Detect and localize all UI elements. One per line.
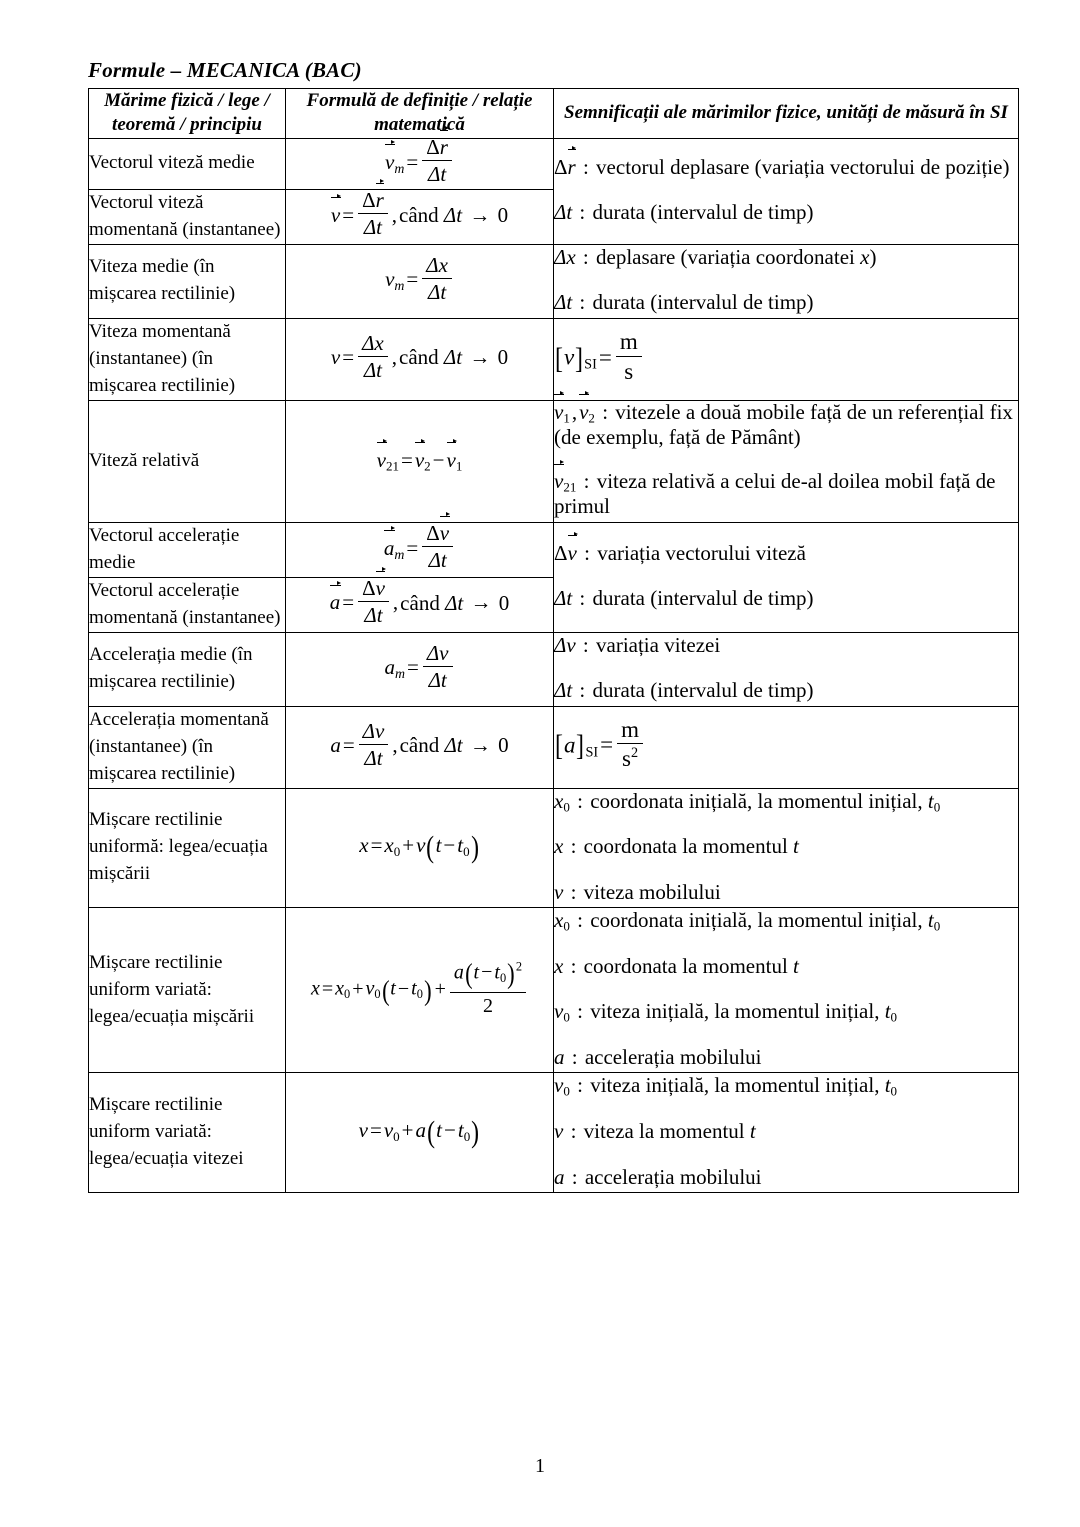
cell-quantity: Mișcare rectilinie uniform variată: legea/ecuația mișcării — [89, 908, 286, 1073]
formula-mruv-viteza: $v=v_0+a(t-t_0)$ — [358, 1115, 480, 1150]
cell-meaning — [554, 1073, 1019, 1193]
formula-viteza-medie: $v_m=$ $\frac{\Delta x}{\Delta t}$ — [385, 256, 454, 306]
cell-quantity: Accelerația medie (în mișcarea rectilinie) — [89, 632, 286, 706]
cell-meaning — [554, 522, 1019, 632]
formula-viteza-relativa: $v_{21}=v_2-v_1$ — [376, 447, 463, 474]
meaning-x0: $x_0$ : coordonata inițială, la momentul inițial, $t_0$ — [554, 908, 941, 934]
cell-quantity: Vectorul accelerație medie — [89, 522, 286, 577]
meaning-unit-viteza: $[v]_{SI}=$ $\frac{m}{s}$ — [554, 332, 644, 387]
formula-mruv-spatiu: $x = x_0 + v_0(t - t_0)$ + $\frac{a(t - t_0)^2}{2}$ — [311, 961, 528, 1019]
meaning-delta-t: Δt : durata (intervalul de timp) — [554, 290, 814, 315]
cell-formula — [286, 244, 554, 318]
meaning-delta-t: Δt : durata (intervalul de timp) — [554, 586, 814, 611]
cell-quantity: Viteza medie (în mișcarea rectilinie) — [89, 244, 286, 318]
cell-formula — [286, 189, 554, 244]
cell-formula — [286, 522, 554, 577]
cell-quantity: Vectorul viteză medie — [89, 138, 286, 189]
cell-formula — [286, 908, 554, 1073]
cell-quantity: Viteza momentană (instantanee) (în mișcarea rectilinie) — [89, 318, 286, 400]
cell-formula — [286, 632, 554, 706]
meaning-delta-r: Δr : vectorul deplasare (variația vectorului de poziție) — [554, 154, 1010, 179]
cell-meaning — [554, 138, 1019, 244]
meaning-a: a : accelerația mobilului — [554, 1164, 762, 1189]
table-row — [89, 632, 1019, 706]
cell-meaning — [554, 400, 1019, 522]
cell-meaning — [554, 318, 1019, 400]
table-row — [89, 1073, 1019, 1193]
table-row — [89, 318, 1019, 400]
formula-acceleratia-instant: a= $\frac{\Delta v}{\Delta t}$ ,când Δt → 0 — [330, 718, 509, 770]
formula-a-mediu: $a_m=$ $\frac{\Delta v}{\Delta t}$ — [384, 525, 455, 575]
formula-acceleratia-medie: $a_m=$ $\frac{\Delta v}{\Delta t}$ — [384, 644, 454, 694]
table-row — [89, 908, 1019, 1073]
cell-formula — [286, 577, 554, 632]
table-row — [89, 138, 1019, 189]
formula-a-instant: a= $\frac{\Delta v}{\Delta t}$ ,când Δt → 0 — [329, 576, 510, 628]
table-header-row — [89, 89, 1019, 139]
formula-table — [88, 88, 1019, 1193]
meaning-v0: $v_0$ : viteza inițială, la momentul inițial, $t_0$ — [554, 1073, 898, 1100]
meaning-v21: $v_{21}$ : viteza relativă a celui de-al doilea mobil față de primul — [554, 469, 996, 519]
meaning-v: v : viteza mobilului — [554, 879, 721, 904]
table-row — [89, 400, 1019, 522]
formula-v-mediu: $v_m=$ $\frac{\Delta r}{\Delta t}$ — [385, 139, 454, 189]
meaning-delta-t: Δt : durata (intervalul de timp) — [554, 678, 814, 703]
page-number: 1 — [535, 1455, 545, 1477]
formula-viteza-instant: v= $\frac{\Delta x}{\Delta t}$ ,când Δt → 0 — [330, 330, 509, 382]
meaning-a: a : accelerația mobilului — [554, 1044, 762, 1069]
column-header-formula: Formulă de definiție / relație matematică — [286, 89, 554, 139]
cell-formula — [286, 1073, 554, 1193]
cell-formula — [286, 788, 554, 908]
meaning-delta-t: Δt : durata (intervalul de timp) — [554, 200, 814, 225]
cell-meaning — [554, 706, 1019, 788]
meaning-x0: $x_0$ : coordonata inițială, la momentul inițial, $t_0$ — [554, 788, 941, 815]
cell-meaning — [554, 788, 1019, 908]
meaning-delta-x: Δx : deplasare (variația coordonatei x) — [554, 244, 877, 269]
cell-meaning — [554, 244, 1019, 318]
table-row — [89, 706, 1019, 788]
meaning-unit-acceleratie: $[a]_{SI}=$ $\frac{m}{s^2}$ — [554, 720, 645, 775]
cell-quantity: Vectorul accelerație momentană (instantanee) — [89, 577, 286, 632]
column-header-quantity: Mărime fizică / lege / teoremă / principiu — [89, 89, 286, 139]
meaning-x: x : coordonata la momentul t — [554, 953, 799, 978]
meaning-x: x : coordonata la momentul t — [554, 834, 799, 859]
table-row — [89, 522, 1019, 577]
cell-quantity: Mișcare rectilinie uniform variată: legea/ecuația vitezei — [89, 1073, 286, 1193]
meaning-delta-v-vector: Δv : variația vectorului viteză — [554, 540, 806, 565]
cell-formula — [286, 135, 554, 189]
cell-meaning — [554, 908, 1019, 1073]
cell-quantity: Accelerația momentană (instantanee) (în mișcarea rectilinie) — [89, 706, 286, 788]
page-title: Formule – MECANICA (BAC) — [88, 58, 362, 82]
meaning-delta-v: Δv : variația vitezei — [554, 632, 721, 657]
meaning-v1-v2: $v_1,v_2$ : vitezele a două mobile față de un referențial fix (de exemplu, față de Pământ) — [554, 399, 1013, 449]
table-row — [89, 244, 1019, 318]
cell-quantity: Vectorul viteză momentană (instantanee) — [89, 189, 286, 244]
cell-meaning — [554, 632, 1019, 706]
cell-quantity: Mișcare rectilinie uniformă: legea/ecuația mișcării — [89, 788, 286, 908]
cell-formula — [286, 706, 554, 788]
cell-formula — [286, 318, 554, 400]
cell-formula — [286, 400, 554, 522]
table-row — [89, 788, 1019, 908]
formula-v-instant: v= $\frac{\Delta r}{\Delta t}$ ,când Δt → 0 — [330, 188, 509, 240]
cell-quantity: Viteză relativă — [89, 400, 286, 522]
meaning-v: v : viteza la momentul t — [554, 1119, 756, 1143]
formula-mru: $x=x_0+v(t-t_0)$ — [359, 830, 479, 865]
meaning-v0: $v_0$ : viteza inițială, la momentul inițial, $t_0$ — [554, 999, 898, 1025]
column-header-meaning: Semnificații ale mărimilor fizice, unități de măsură în SI — [554, 89, 1019, 139]
